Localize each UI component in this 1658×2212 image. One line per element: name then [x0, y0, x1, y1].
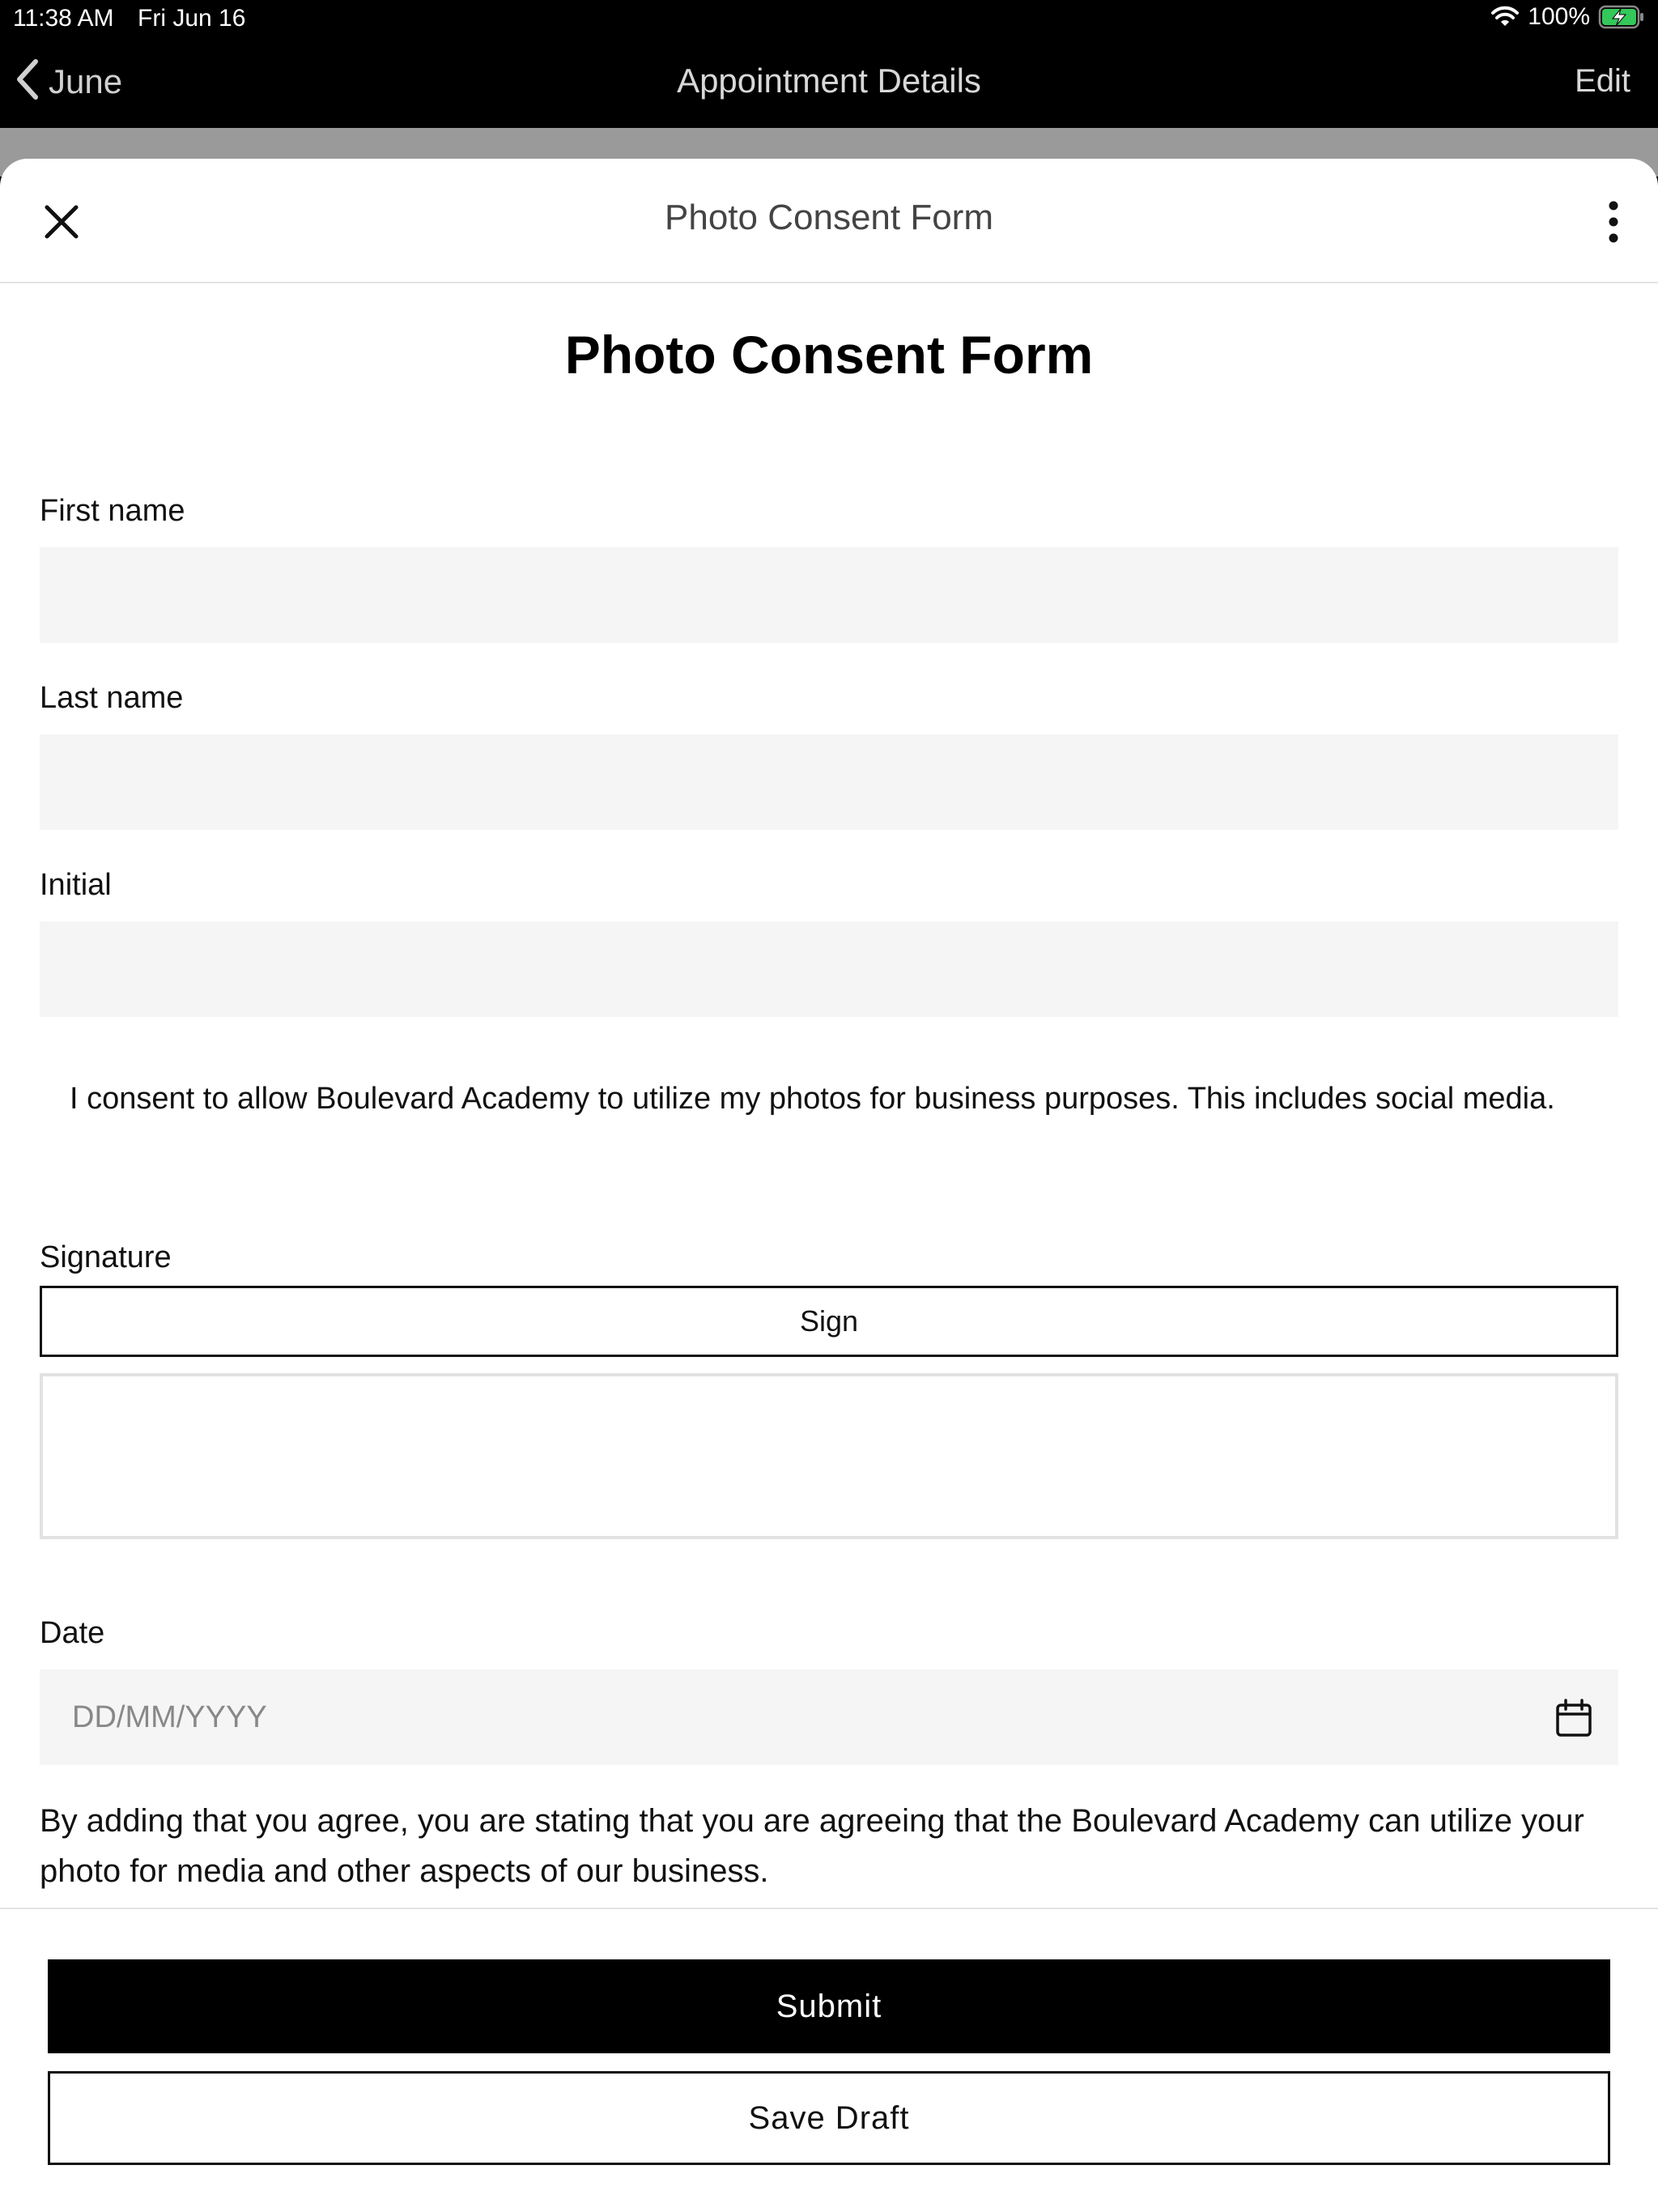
form-title: Photo Consent Form [564, 325, 1094, 385]
sign-button[interactable]: Sign [40, 1286, 1618, 1357]
first-name-input[interactable] [40, 547, 1618, 643]
first-name-label: First name [40, 494, 185, 528]
form-sheet [0, 159, 1658, 2212]
battery-percent: 100% [1528, 3, 1590, 30]
page-title: Appointment Details [677, 62, 981, 100]
last-name-label: Last name [40, 681, 184, 715]
battery-charging-icon [1598, 5, 1645, 29]
initial-label: Initial [40, 868, 112, 902]
last-name-input[interactable] [40, 734, 1618, 830]
save-draft-button[interactable]: Save Draft [48, 2071, 1610, 2165]
navigation-bar [0, 39, 1658, 128]
status-time: 11:38 AM [13, 5, 114, 32]
calendar-icon[interactable] [1555, 1699, 1592, 1738]
date-field [40, 1670, 1618, 1765]
edit-button[interactable]: Edit [1575, 63, 1630, 99]
back-label: June [49, 62, 123, 100]
wifi-icon [1490, 5, 1520, 29]
initial-input[interactable] [40, 921, 1618, 1017]
status-date: Fri Jun 16 [138, 5, 246, 32]
sheet-header [0, 159, 1658, 283]
signature-label: Signature [40, 1240, 172, 1274]
signature-pad[interactable] [40, 1373, 1618, 1539]
date-label: Date [40, 1616, 105, 1650]
status-indicators [1490, 3, 1645, 31]
form-footer [0, 1908, 1658, 2212]
status-bar [0, 0, 1658, 39]
date-input[interactable] [40, 1670, 1537, 1765]
more-vertical-icon[interactable] [1601, 199, 1626, 245]
consent-statement: I consent to allow Boulevard Academy to utilize my photos for business purposes. This includes social media. [70, 1082, 1555, 1116]
submit-button[interactable]: Submit [48, 1959, 1610, 2053]
sheet-title: Photo Consent Form [665, 198, 993, 237]
agreement-statement: By adding that you agree, you are stating that you are agreeing that the Boulevard Academy can utilize your photo for media and other aspects of our business. [40, 1803, 1584, 1889]
